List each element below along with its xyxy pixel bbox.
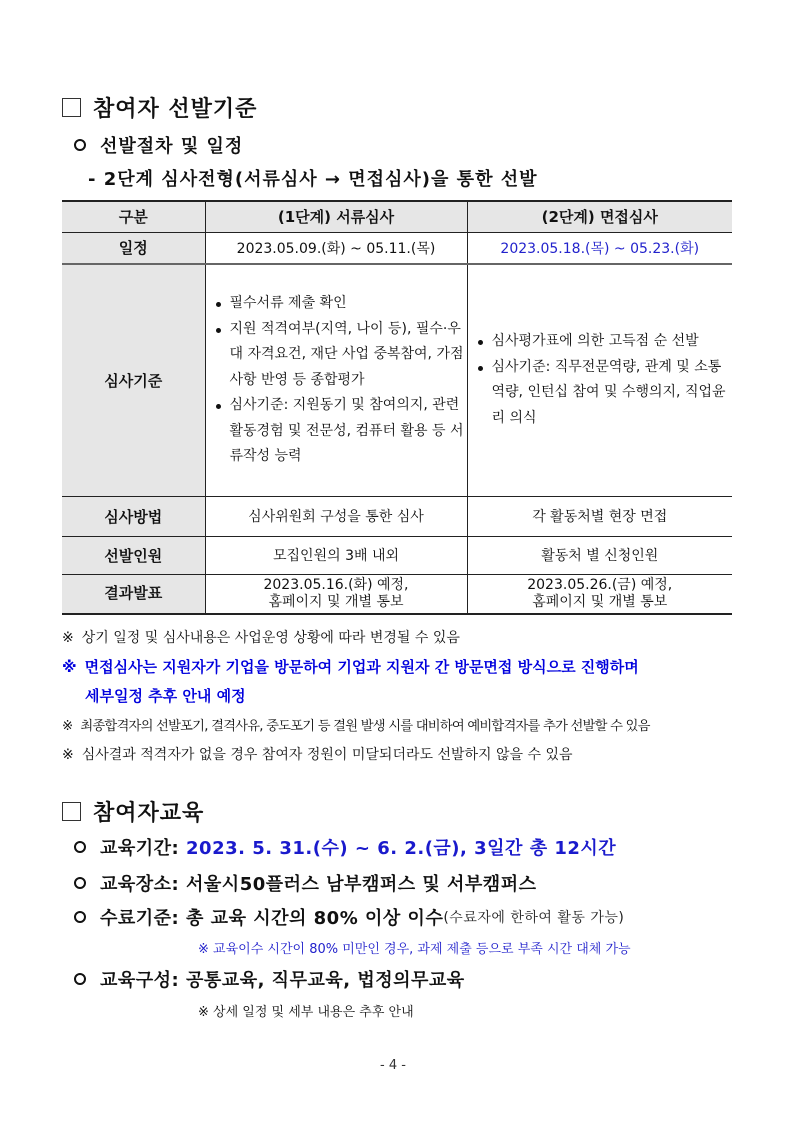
reference-mark-icon: ※: [62, 719, 73, 734]
row-label: 선발인원: [62, 536, 205, 574]
table-header: (2단계) 면접심사: [467, 201, 732, 232]
value: 2023. 5. 31.(수) ~ 6. 2.(금), 3일간 총 12시간: [186, 838, 617, 859]
education-composition: [74, 966, 465, 992]
checkbox-square-icon: [62, 802, 81, 821]
row-label: 심사기준: [62, 264, 205, 496]
circle-bullet-icon: [74, 877, 86, 889]
value: 총 교육 시간의 80% 이상 이수: [186, 908, 444, 929]
section-title-text: 참여자 선발기준: [93, 97, 258, 122]
cell-stage2-schedule: 2023.05.18.(목) ~ 05.23.(화): [467, 232, 732, 264]
table-row-criteria: [62, 264, 732, 496]
reference-mark-icon: ※: [62, 630, 74, 646]
selection-table: [62, 200, 732, 615]
section-title-text: 참여자교육: [93, 801, 205, 826]
circle-bullet-icon: [74, 911, 86, 923]
row-label: 결과발표: [62, 574, 205, 614]
result-line: 2023.05.26.(금) 예정,: [527, 576, 673, 593]
value-extra: (수료자에 한하여 활동 가능): [443, 910, 625, 926]
cell-stage1-schedule: 2023.05.09.(화) ~ 05.11.(목): [205, 232, 467, 264]
table-header: (1단계) 서류심사: [205, 201, 467, 232]
note-text: 상기 일정 및 심사내용은 사업운영 상황에 따라 변경될 수 있음: [81, 630, 460, 646]
table-row-count: [62, 536, 732, 574]
table-row-schedule: [62, 232, 732, 264]
education-period: [74, 834, 616, 860]
note-interview-method: [62, 656, 639, 677]
cell-stage1-method: 심사위원회 구성을 통한 심사: [205, 496, 467, 536]
note-text: 면접심사는 지원자가 기업을 방문하여 기업과 지원자 간 방문면접 방식으로 진행하며: [84, 658, 639, 676]
cell-stage2-method: 각 활동처별 현장 면접: [467, 496, 732, 536]
cell-stage2-count: 활동처 별 신청인원: [467, 536, 732, 574]
circle-bullet-icon: [74, 841, 86, 853]
note-text: 최종합격자의 선발포기, 결격사유, 중도포기 등 결원 발생 시를 대비하여 예비합격자를 추가 선발할 수 있음: [80, 719, 650, 734]
section-title-selection: [62, 92, 257, 123]
result-line: 홈페이지 및 개별 통보: [532, 593, 668, 610]
circle-bullet-icon: [74, 139, 86, 151]
note-reserve-selection: [62, 715, 650, 734]
list-item: 필수서류 제출 확인: [212, 291, 467, 317]
completion-note: ※ 교육이수 시간이 80% 미만인 경우, 과제 제출 등으로 부족 시간 대체 가능: [198, 942, 631, 957]
note-text: 심사결과 적격자가 없을 경우 참여자 정원이 미달되더라도 선발하지 않을 수 있음: [81, 747, 573, 763]
label: 수료기준:: [100, 908, 180, 929]
label: 교육기간:: [100, 838, 180, 859]
list-item: 지원 적격여부(지역, 나이 등), 필수·우대 자격요건, 재단 사업 중복참여, 가점사항 반영 등 종합평가: [212, 317, 467, 394]
table-header-row: [62, 201, 732, 232]
list-item: 심사기준: 지원동기 및 참여의지, 관련 활동경험 및 전문성, 컴퓨터 활용 등 서류작성 능력: [212, 393, 467, 470]
reference-mark-icon: ※: [62, 747, 74, 763]
list-item: 심사기준: 직무전문역량, 관계 및 소통역량, 인턴십 참여 및 수행의지, 직업윤리 의식: [474, 355, 727, 432]
cell-stage2-result: [467, 574, 732, 614]
value: 공통교육, 직무교육, 법정의무교육: [186, 970, 465, 991]
cell-stage1-criteria: [205, 264, 467, 496]
education-place: [74, 870, 536, 896]
label: 교육구성:: [100, 970, 180, 991]
subsection-title-text: 선발절차 및 일정: [100, 136, 244, 157]
table-header: 구분: [62, 201, 205, 232]
table-row-result: [62, 574, 732, 614]
subsection-title: [74, 132, 243, 158]
cell-stage1-result: [205, 574, 467, 614]
selection-description: - 2단계 심사전형(서류심사 → 면접심사)을 통한 선발: [88, 169, 538, 190]
note-no-eligible: [62, 744, 573, 764]
composition-note: ※ 상세 일정 및 세부 내용은 추후 안내: [198, 1005, 414, 1020]
cell-stage1-count: 모집인원의 3배 내외: [205, 536, 467, 574]
circle-bullet-icon: [74, 973, 86, 985]
note-interview-method-cont: 세부일정 추후 안내 예정: [85, 687, 246, 705]
row-label: 심사방법: [62, 496, 205, 536]
label: 교육장소:: [100, 874, 180, 895]
reference-mark-icon: ※: [62, 658, 77, 676]
page-number: - 4 -: [380, 1058, 406, 1073]
note-schedule-change: [62, 627, 460, 647]
result-line: 홈페이지 및 개별 통보: [268, 593, 404, 610]
cell-stage2-criteria: [467, 264, 732, 496]
list-item: 심사평가표에 의한 고득점 순 선발: [474, 329, 727, 355]
section-title-education: [62, 796, 204, 827]
table-row-method: [62, 496, 732, 536]
education-completion: [74, 904, 624, 930]
result-line: 2023.05.16.(화) 예정,: [263, 576, 409, 593]
checkbox-square-icon: [62, 98, 81, 117]
value: 서울시50플러스 남부캠퍼스 및 서부캠퍼스: [186, 874, 537, 895]
row-label: 일정: [62, 232, 205, 264]
